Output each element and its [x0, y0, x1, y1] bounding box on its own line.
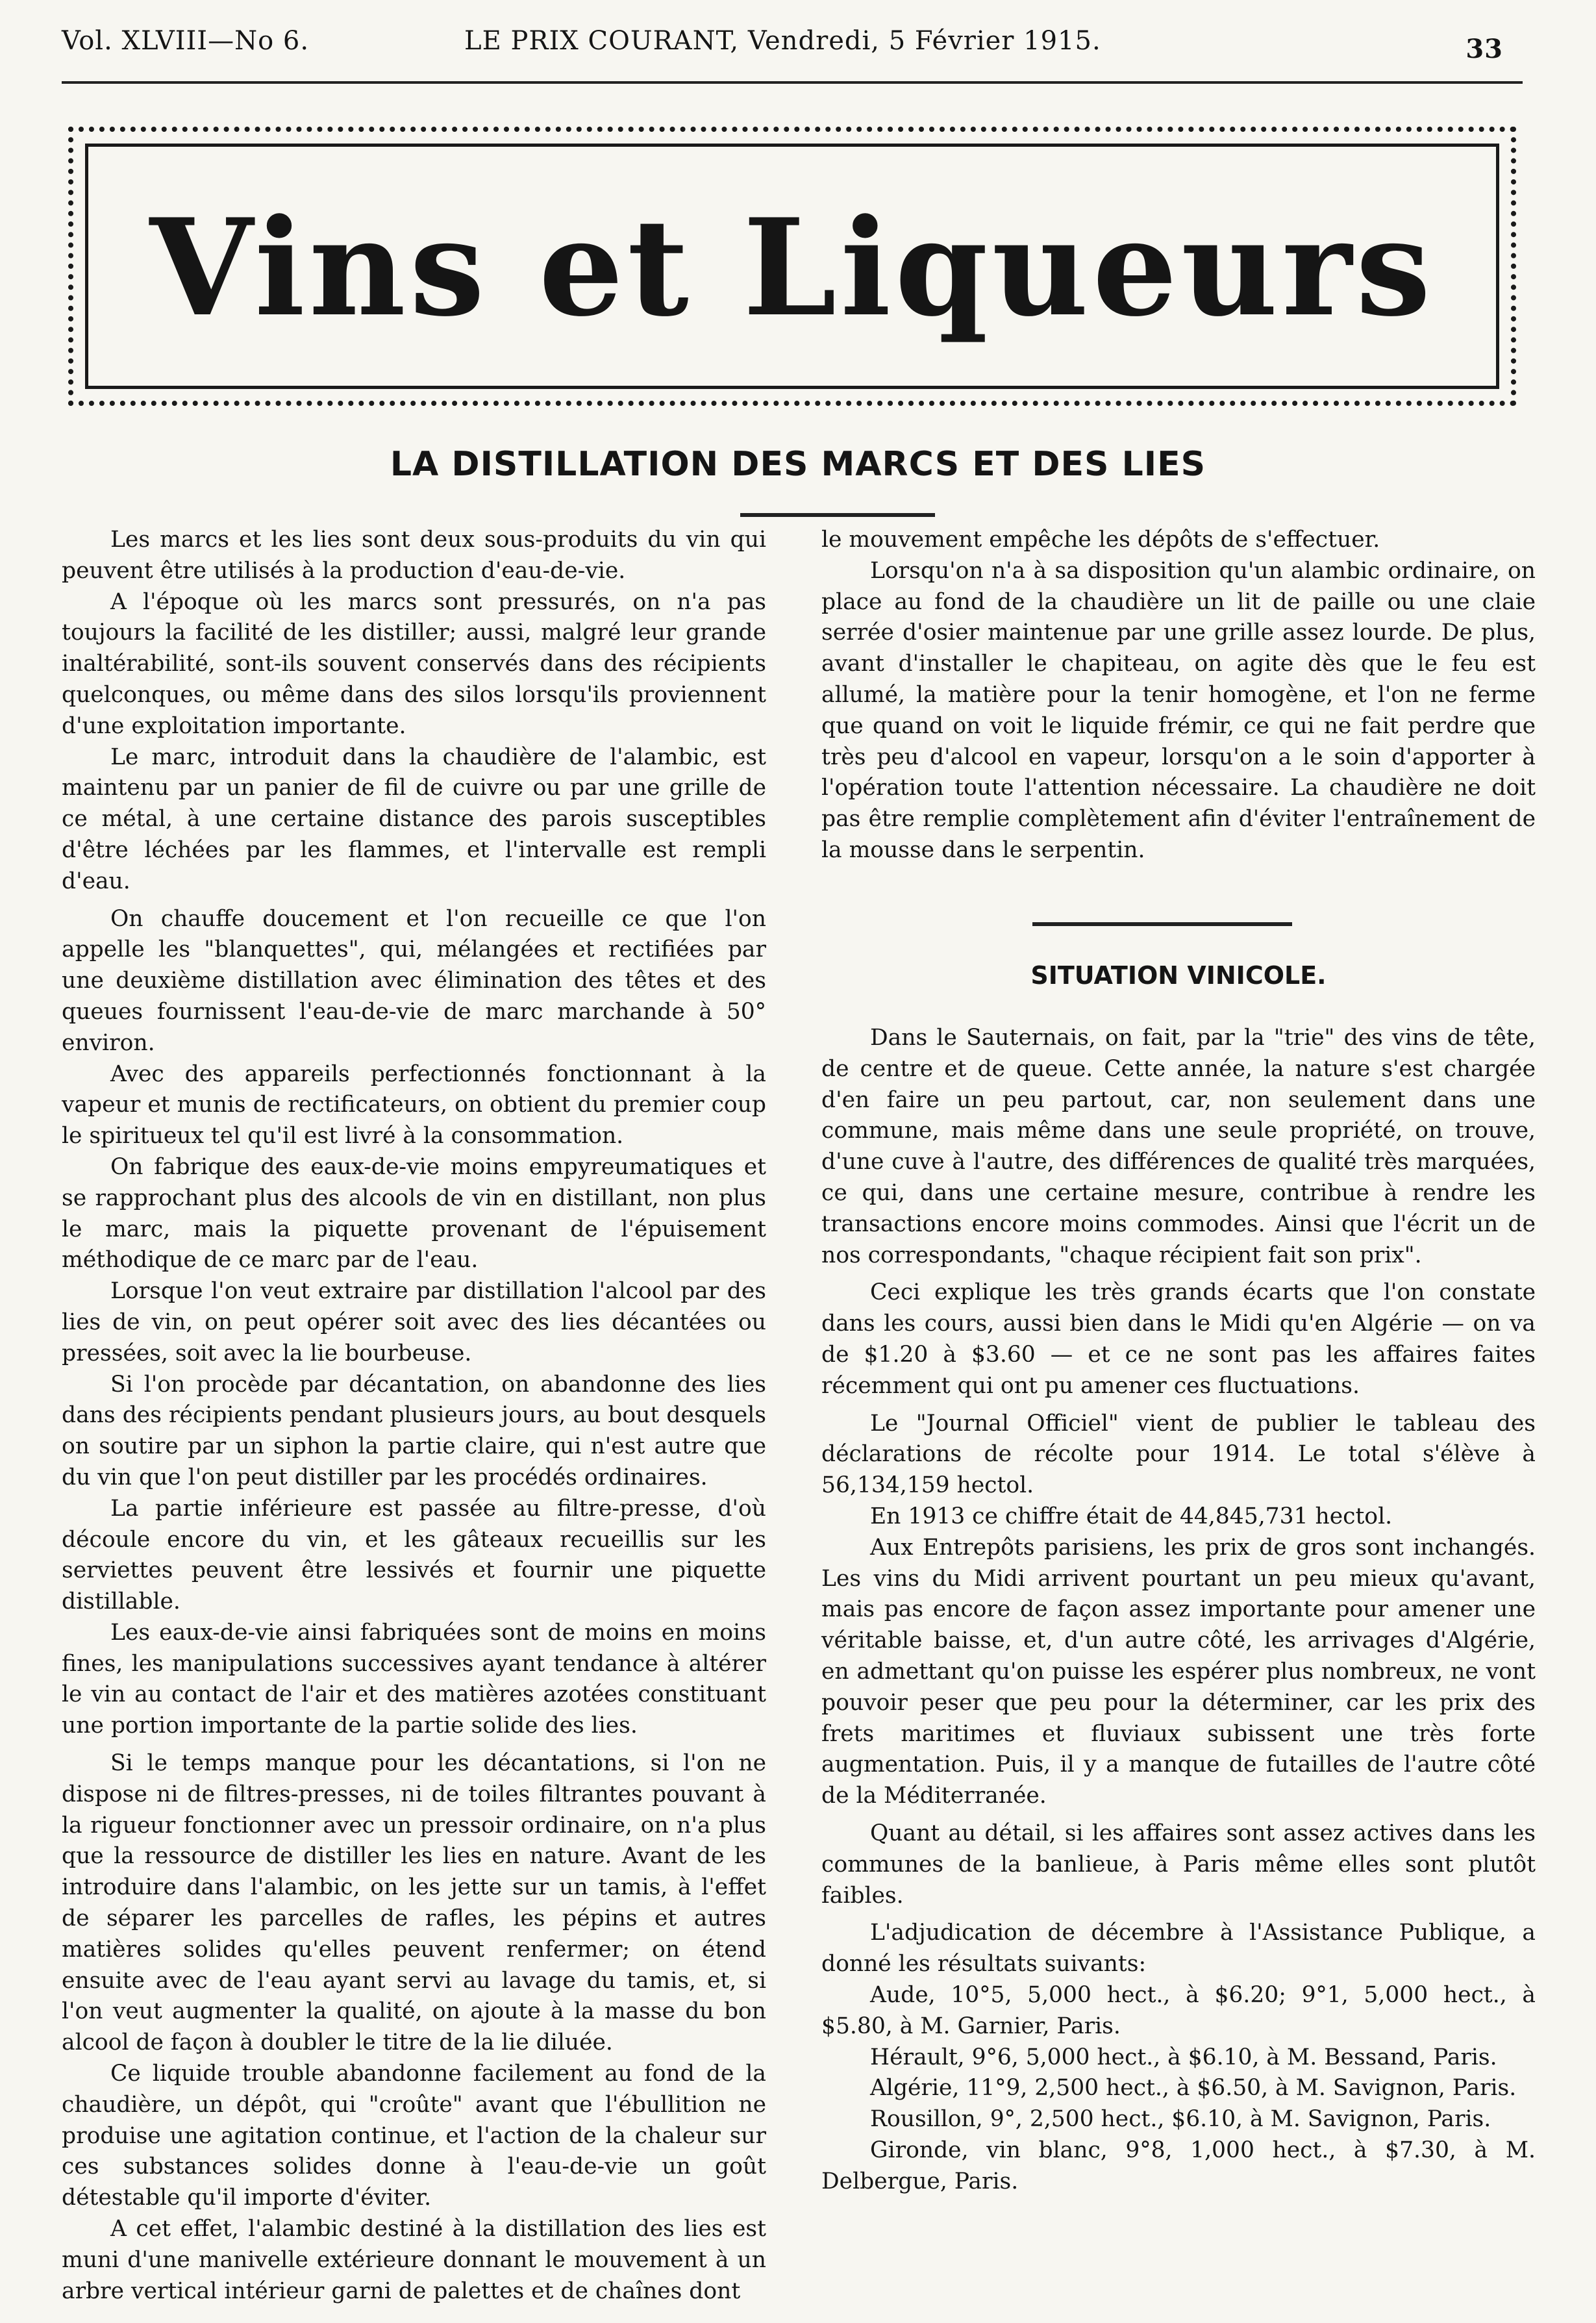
result-line: Algérie, 11°9, 2,500 hect., à $6.50, à M. Savignon, Paris. [870, 2075, 1517, 2102]
section-banner [68, 127, 1516, 406]
paragraph: Avec des appareils perfectionnés fonctionnant à la vapeur et munis de rectificateurs, on obtient du premier coup le spiritueux tel qu'il est livré à la consommation. [62, 1061, 766, 1149]
result-line: Aude, 10°5, 5,000 hect., à $6.20; 9°1, 5,000 hect., à $5.80, à M. Garnier, Paris. [821, 1981, 1536, 2039]
result-line: Rousillon, 9°, 2,500 hect., $6.10, à M. Savignon, Paris. [870, 2106, 1491, 2133]
banner-inner-frame [85, 144, 1499, 389]
paragraph: On chauffe doucement et l'on recueille ce que l'on appelle les "blanquettes", qui, mélangées et rectifiées par une deuxième distillation avec élimination des têtes et des queues fournissent l'eau-de-vie de marc marchande à 50° environ. [62, 905, 766, 1056]
paragraph: Le marc, introduit dans la chaudière de l'alambic, est maintenu par un panier de fil de cuivre ou par une grille de ce métal, à une certaine distance des parois susceptibles d'être léchées par les flammes, et l'intervalle est rempli d'eau. [62, 744, 766, 894]
volume-label: Vol. XLVIII—No 6. [62, 26, 310, 56]
paragraph: On fabrique des eaux-de-vie moins empyreumatiques et se rapprochant plus des alcools de vin en distillant, non plus le marc, mais la piquette provenant de l'épuisement méthodique de ce marc par de l'eau. [62, 1153, 766, 1274]
header-rule [62, 81, 1523, 84]
left-column [62, 525, 766, 2307]
paragraph: Dans le Sauternais, on fait, par la "trie" des vins de tête, de centre et de queue. Cette année, la nature s'est chargée d'en faire un peu partout, car, non seulement dans une commune, mais même dans une seule propriété, on trouve, d'une cuve à l'autre, des différences de qualité très marquées, ce qui, dans une certaine mesure, contribue à rendre les transactions encore moins commodes. Ainsi que l'écrit un de nos correspondants, "chaque récipient fait son prix". [821, 1025, 1536, 1268]
result-line: Hérault, 9°6, 5,000 hect., à $6.10, à M. Bessand, Paris. [870, 2044, 1497, 2070]
page-header [62, 26, 1503, 78]
publication-title: LE PRIX COURANT, Vendredi, 5 Février 1915. [464, 26, 1101, 56]
right-column-vinicole [821, 1023, 1536, 2197]
paragraph: Aux Entrepôts parisiens, les prix de gros sont inchangés. Les vins du Midi arrivent pourtant un peu mieux qu'avant, mais pas encore de façon assez importante pour amener une véritable baisse, et, d'un autre côté, les arrivages d'Algérie, en admettant qu'on puisse les espérer plus nombreux, ne vont pouvoir peser que peu pour la déterminer, car les prix des frets maritimes et fluviaux subissent une très forte augmentation. Puis, il y a manque de futailles de l'autre côté de la Méditerranée. [821, 1534, 1536, 1809]
paragraph: Quant au détail, si les affaires sont assez actives dans les communes de la banlieue, à Paris même elles sont plutôt faibles. [821, 1820, 1536, 1909]
result-line: Gironde, vin blanc, 9°8, 1,000 hect., à $7.30, à M. Delbergue, Paris. [821, 2137, 1536, 2194]
paragraph: L'adjudication de décembre à l'Assistance Publique, a donné les résultats suivants: [821, 1920, 1536, 1978]
page-number: 33 [1465, 34, 1503, 64]
paragraph: A l'époque où les marcs sont pressurés, on n'a pas toujours la facilité de les distiller; aussi, malgré leur grande inaltérabilité, sont-ils souvent conservés dans des récipients quelconques, ou même dans des silos lorsqu'ils proviennent d'une exploitation importante. [62, 588, 766, 739]
paragraph: En 1913 ce chiffre était de 44,845,731 hectol. [870, 1503, 1393, 1529]
paragraph: le mouvement empêche les dépôts de s'effectuer. [821, 527, 1380, 553]
paragraph: Lorsque l'on veut extraire par distillation l'alcool par des lies de vin, on peut opérer soit avec des lies décantées ou pressées, soit avec la lie bourbeuse. [62, 1278, 766, 1366]
paragraph: Si l'on procède par décantation, on abandonne des lies dans des récipients pendant plusieurs jours, au bout desquels on soutire par un siphon la partie claire, qui n'est autre que du vin que l'on peut distiller par les procédés ordinaires. [62, 1371, 766, 1490]
paragraph: Si le temps manque pour les décantations, si l'on ne dispose ni de filtres-presses, ni de toiles filtrantes pouvant à la rigueur fonctionner avec un pressoir ordinaire, on n'a plus que la ressource de distiller les lies en nature. Avant de les introduire dans l'alambic, on les jette sur un tamis, à l'effet de séparer les parcelles de rafles, les pépins et autres matières solides qu'elles peuvent renfermer; on étend ensuite avec de l'eau ayant servi au lavage du tamis, et, si l'on veut augmenter la qualité, on ajoute à la masse du bon alcool de façon à doubler le titre de la lie diluée. [62, 1750, 766, 2056]
paragraph: Les marcs et les lies sont deux sous-produits du vin qui peuvent être utilisés à la production d'eau-de-vie. [62, 527, 766, 584]
paragraph: Ce liquide trouble abandonne facilement au fond de la chaudière, un dépôt, qui "croûte" avant que l'ébullition ne produise une agitation continue, et l'action de la chaleur sur ces substances solides donne à l'eau-de-vie un goût détestable qu'il importe d'éviter. [62, 2061, 766, 2211]
right-column-continuation [821, 525, 1536, 866]
article-headline: LA DISTILLATION DES MARCS ET DES LIES [390, 445, 1206, 484]
paragraph: La partie inférieure est passée au filtre-presse, d'où découle encore du vin, et les gâteaux recueillis sur les serviettes peuvent être lessivés et fournir une piquette distillable. [62, 1495, 766, 1615]
section-divider [1032, 922, 1292, 926]
paragraph: Les eaux-de-vie ainsi fabriquées sont de moins en moins fines, les manipulations successives ayant tendance à altérer le vin au contact de l'air et des matières azotées constituant une portion importante de la partie solide des lies. [62, 1619, 766, 1739]
headline-rule [740, 513, 935, 517]
section-title: Vins et Liqueurs [149, 190, 1435, 346]
paragraph: Lorsqu'on n'a à sa disposition qu'un alambic ordinaire, on place au fond de la chaudière un lit de paille ou une claie serrée d'osier maintenue par une grille assez lourde. De plus, avant d'installer le chapiteau, on agite dès que le feu est allumé, la matière pour la tenir homogène, et l'on ne ferme que quand on voit le liquide frémir, ce qui ne fait perdre que très peu d'alcool en vapeur, lorsqu'on a le soin d'apporter à l'opération toute l'attention nécessaire. La chaudière ne doit pas être remplie complètement afin d'éviter l'entraînement de la mousse dans le serpentin. [821, 557, 1536, 863]
paragraph: Le "Journal Officiel" vient de publier le tableau des déclarations de récolte pour 1914. Le total s'élève à 56,134,159 hectol. [821, 1410, 1536, 1499]
paragraph: Ceci explique les très grands écarts que l'on constate dans les cours, aussi bien dans le Midi qu'en Algérie — on va de $1.20 à $3.60 — et ce ne sont pas les affaires faites récemment qui ont pu amener ces fluctuations. [821, 1279, 1536, 1399]
article-subheadline: SITUATION VINICOLE. [1030, 961, 1327, 990]
paragraph: A cet effet, l'alambic destiné à la distillation des lies est muni d'une manivelle extérieure donnant le mouvement à un arbre vertical intérieur garni de palettes et de chaînes dont [62, 2216, 766, 2304]
